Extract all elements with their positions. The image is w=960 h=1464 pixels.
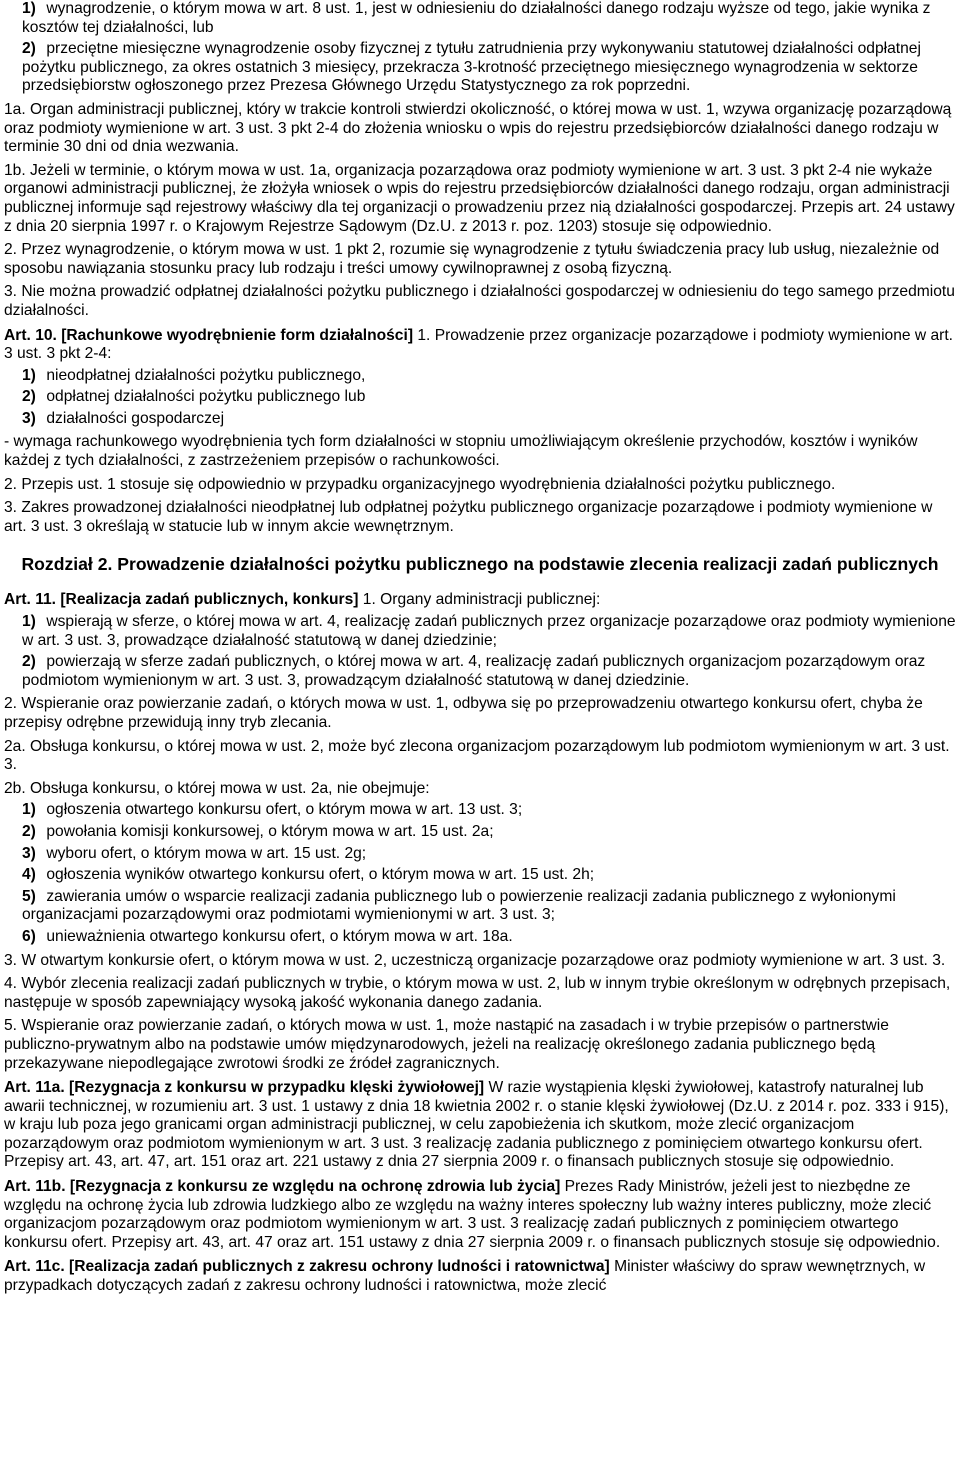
list-item-number: 3)	[22, 844, 36, 862]
chapter-title: Rozdział 2. Prowadzenie działalności pożytku publicznego na podstawie zlecenia realizacji zadań publicznych	[21, 554, 939, 575]
paragraph: 3. W otwartym konkursie ofert, o którym mowa w ust. 2, uczestniczą organizacje pozarządowe oraz podmioty wymienione w art. 3 ust. 3.	[4, 951, 946, 969]
list-item-text: zawierania umów o wsparcie realizacji zadania publicznego lub o powierzenie realizacji zadania publicznego z wyłonionymi organizacjami pozarządowymi oraz podmiotami wymienionymi w art. 3 ust. 3;	[22, 887, 896, 924]
article-heading: [Realizacja zadań publicznych z zakresu ochrony ludności i ratownictwa]	[69, 1258, 610, 1276]
paragraph: 2b. Obsługa konkursu, o której mowa w ust. 2a, nie obejmuje:	[4, 779, 430, 797]
list-item	[4, 845, 956, 864]
article-label: Art. 11a.	[4, 1079, 65, 1097]
article-heading: [Rezygnacja z konkursu ze względu na ochronę zdrowia lub życia]	[69, 1178, 561, 1196]
list-item	[4, 613, 956, 650]
list-item	[4, 40, 956, 96]
paragraph: 2. Przepis ust. 1 stosuje się odpowiednio w przypadku organizacyjnego wyodrębnienia działalności pożytku publicznego.	[4, 475, 836, 493]
list-item-text: działalności gospodarczej	[46, 409, 225, 427]
list-item	[4, 367, 956, 386]
list-item-text: nieodpłatnej działalności pożytku publicznego,	[46, 366, 366, 384]
list-item-number: 1)	[22, 366, 36, 384]
list-item	[4, 888, 956, 925]
article-paragraph	[4, 1079, 956, 1172]
list-item-number: 4)	[22, 866, 36, 884]
article-label: Art. 10.	[4, 326, 57, 344]
list-item-number: 1)	[22, 613, 36, 631]
article-paragraph	[4, 1178, 956, 1252]
list-item-number: 2)	[22, 822, 36, 840]
article-paragraph	[4, 1258, 956, 1295]
list-item	[4, 866, 956, 885]
list-item-number: 1)	[22, 801, 36, 819]
list-item	[4, 823, 956, 842]
article-text: 1. Organy administracji publicznej:	[362, 591, 601, 609]
list-item	[4, 0, 956, 37]
paragraph: 4. Wybór zlecenia realizacji zadań publicznych w trybie, o którym mowa w ust. 2, lub w innym trybie określonym w odrębnych przepisach, następuje w sposób zapewniający wysoką jakość wykonania danego zadania.	[4, 975, 951, 1011]
paragraph: 1b. Jeżeli w terminie, o którym mowa w ust. 1a, organizacja pozarządowa oraz podmioty wymienione w art. 3 ust. 3 pkt 2-4 nie wykaże organowi administracji publicznej, że złożyła wniosek o wpis do rejestru przedsiębiorców działalności danego rodzaju, organ administracji publicznej informuje sąd rejestrowy właściwy dla tej organizacji o prowadzeniu przez nią działalności gospodarczej. Przepis art. 24 ustawy z dnia 20 sierpnia 1997 r. o Krajowym Rejestrze Sądowym (Dz.U. z 2013 r. poz. 1203) stosuje się odpowiednio.	[4, 161, 955, 235]
list-item	[4, 801, 956, 820]
list-item	[4, 928, 956, 947]
list-item-number: 1)	[22, 0, 36, 17]
paragraph: 1a. Organ administracji publicznej, który w trakcie kontroli stwierdzi okoliczność, o której mowa w ust. 1, wzywa organizację pozarządową oraz podmioty wymienione w art. 3 ust. 3 pkt 2-4 do złożenia wniosku o wpis do rejestru przedsiębiorców działalności danego rodzaju w terminie 30 dni od dnia wezwania.	[4, 100, 952, 156]
list-item-number: 2)	[22, 388, 36, 406]
paragraph: 3. Nie można prowadzić odpłatnej działalności pożytku publicznego i działalności gospodarczej w odniesieniu do tego samego przedmiotu działalności.	[4, 283, 955, 319]
article-label: Art. 11b.	[4, 1178, 66, 1196]
list-item-text: powierzają w sferze zadań publicznych, o której mowa w art. 4, realizację zadań publicznych organizacjom pozarządowym oraz podmiotom wymienionym w art. 3 ust. 3, prowadzącym działalność statutową w danej dziedzinie.	[22, 653, 926, 689]
paragraph: 2a. Obsługa konkursu, o której mowa w ust. 2, może być zlecona organizacjom pozarządowym lub podmiotom wymienionym w art. 3 ust. 3.	[4, 737, 950, 774]
list-item-number: 6)	[22, 927, 36, 945]
article-text: 1. Prowadzenie przez organizacje pozarządowe i podmioty wymienione w art. 3 ust. 3 pkt 2-4:	[4, 326, 954, 363]
article-heading: [Rachunkowe wyodrębnienie form działalności]	[61, 326, 414, 344]
list-item-number: 3)	[22, 409, 36, 427]
paragraph: 2. Przez wynagrodzenie, o którym mowa w ust. 1 pkt 2, rozumie się wynagrodzenie z tytułu świadczenia pracy lub usług, niezależnie od sposobu nawiązania stosunku pracy lub rodzaju i treści umowy cywilnoprawnej z osobą fizyczną.	[4, 241, 940, 277]
list-item-text: wynagrodzenie, o którym mowa w art. 8 ust. 1, jest w odniesieniu do działalności danego rodzaju wyższe od tego, jakie wynika z kosztów tej działalności, lub	[22, 0, 931, 36]
article-text: Minister właściwy do spraw wewnętrznych, w przypadkach dotyczących zadań z zakresu ochrony ludności i ratownictwa, może zlecić	[4, 1258, 926, 1295]
list-item-number: 2)	[22, 40, 36, 58]
article-label: Art. 11.	[4, 591, 57, 609]
article-heading: [Rezygnacja z konkursu w przypadku klęski żywiołowej]	[69, 1079, 485, 1097]
list-item-text: odpłatnej działalności pożytku publicznego lub	[46, 388, 366, 406]
list-item-text: ogłoszenia wyników otwartego konkursu ofert, o którym mowa w art. 15 ust. 2h;	[46, 866, 595, 884]
paragraph: 2. Wspieranie oraz powierzanie zadań, o których mowa w ust. 1, odbywa się po przeprowadzeniu otwartego konkursu ofert, chyba że przepisy odrębne przewidują inny tryb zlecania.	[4, 695, 923, 731]
list-item-number: 5)	[22, 887, 36, 905]
list-item-text: przeciętne miesięczne wynagrodzenie osoby fizycznej z tytułu zatrudnienia przy wykonywaniu statutowej działalności odpłatnej pożytku publicznego, za okres ostatnich 3 miesięcy, przekracza 3-krotność przeciętnego miesięcznego wynagrodzenia w sektorze przedsiębiorstw ogłoszonego przez Prezesa Głównego Urzędu Statystycznego za rok poprzedni.	[22, 40, 921, 95]
article-label: Art. 11c.	[4, 1258, 65, 1276]
list-item-text: unieważnienia otwartego konkursu ofert, o którym mowa w art. 18a.	[46, 927, 513, 945]
list-item-text: powołania komisji konkursowej, o którym mowa w art. 15 ust. 2a;	[46, 822, 494, 840]
article-paragraph	[4, 591, 956, 610]
list-item-text: wspierają w sferze, o której mowa w art. 4, realizację zadań publicznych przez organizacje pozarządowe oraz podmioty wymienione w art. 3 ust. 3, prowadzące działalność statutową w danej dziedzinie;	[22, 613, 956, 649]
article-heading: [Realizacja zadań publicznych, konkurs]	[60, 591, 359, 609]
list-item	[4, 653, 956, 690]
article-paragraph	[4, 327, 956, 364]
article-text: W razie wystąpienia klęski żywiołowej, katastrofy naturalnej lub awarii technicznej, w rozumieniu art. 3 ust. 1 ustawy z dnia 18 kwietnia 2002 r. o stanie klęski żywiołowej (Dz.U. z 2014 r. poz. 333 i 915), w kraju lub poza jego granicami organ administracji publicznej, w celu zapobieżenia ich skutkom, może zlecić organizacjom pozarządowym oraz podmiotom wymienionym w art. 3 ust. 3 realizację zadania publicznego z pominięciem otwartego konkursu ofert. Przepisy art. 43, art. 47, art. 151 oraz art. 221 ustawy z dnia 27 sierpnia 2009 r. o finansach publicznych stosuje się odpowiednio.	[4, 1079, 949, 1171]
paragraph: 3. Zakres prowadzonej działalności nieodpłatnej lub odpłatnej pożytku publicznego organizacje pozarządowe i podmioty wymienione w art. 3 ust. 3 określają w statucie lub w innym akcie wewnętrznym.	[4, 499, 933, 535]
list-item-text: wyboru ofert, o którym mowa w art. 15 ust. 2g;	[46, 844, 367, 862]
list-item-number: 2)	[22, 653, 36, 671]
list-item	[4, 410, 956, 429]
list-item	[4, 388, 956, 407]
list-item-text: ogłoszenia otwartego konkursu ofert, o którym mowa w art. 13 ust. 3;	[46, 801, 523, 819]
paragraph: 5. Wspieranie oraz powierzanie zadań, o których mowa w ust. 1, może nastąpić na zasadach i w trybie przepisów o partnerstwie publiczno-prywatnym albo na podstawie umów międzynarodowych, jeżeli na realizację określonego zadania publicznego będą przekazywane niepodlegające zwrotowi środki ze źródeł zagranicznych.	[4, 1017, 889, 1072]
article-text: Prezes Rady Ministrów, jeżeli jest to niezbędne ze względu na ochronę życia lub zdrowia ludzkiego albo ze względu na ważny interes społeczny lub ważny interes publiczny, może zlecić organizacjom pozarządowym oraz podmiotom wymienionym w art. 3 ust. 3 realizację zadań publicznych z pominięciem otwartego konkursu ofert. Przepisy art. 43, art. 47 oraz art. 151 ustawy z dnia 27 sierpnia 2009 r. o finansach publicznych stosuje się odpowiednio.	[4, 1178, 941, 1251]
paragraph: - wymaga rachunkowego wyodrębnienia tych form działalności w stopniu umożliwiającym określenie przychodów, kosztów i wyników każdej z tych działalności, z zastrzeżeniem przepisów o rachunkowości.	[4, 433, 918, 470]
